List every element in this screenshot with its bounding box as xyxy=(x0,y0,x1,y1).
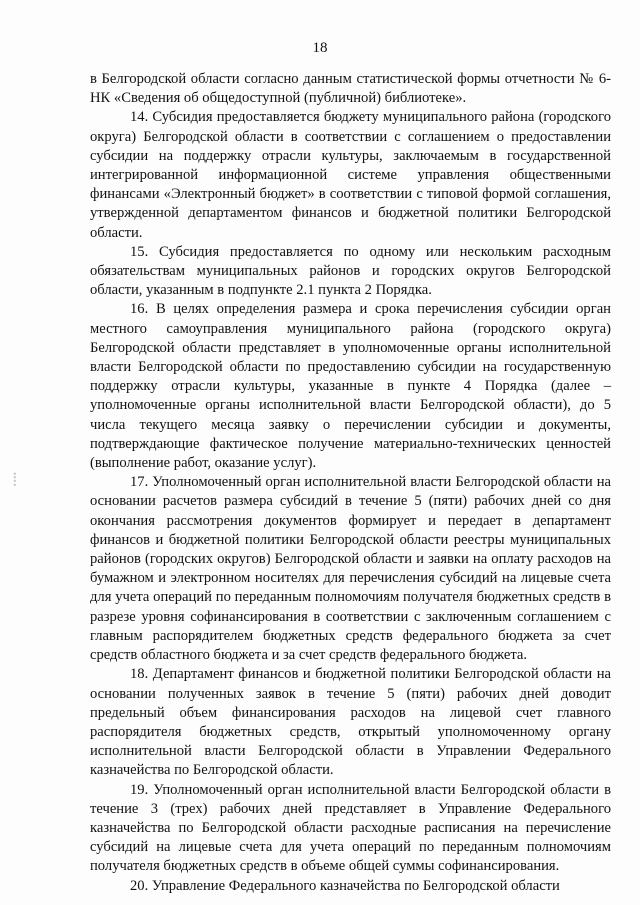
paragraph-14: 14. Субсидия предоставляется бюджету муниципального района (городского округа) Белгородской области в соответствии с соглашением о предоставлении субсидии на поддержку отрасли культуры, заключаемым в государственной интегрированной информационной системе управления общественными финансами «Электронный бюджет» в соответствии с типовой формой соглашения, утвержденной департаментом финансов и бюджетной политики Белгородской области. xyxy=(90,109,611,241)
paragraph-17: 17. Уполномоченный орган исполнительной власти Белгородской области на основании расчетов размера субсидий в течение 5 (пяти) рабочих дней со дня окончания рассмотрения документов формирует и передает в департамент финансов и бюджетной политики Белгородской области реестры муниципальных районов (городских округов) Белгородской области и заявки на оплату расходов на бумажном и электронном носителях для перечисления субсидий на лицевые счета для учета операций по переданным полномочиям получателя бюджетных средств в разрезе уровня софинансирования в соответствии с заключенным соглашением с главным распорядителем бюджетных средств федерального бюджета за счет средств областного бюджета и за счет средств федерального бюджета. xyxy=(90,474,611,664)
margin-mark: ⁞ xyxy=(12,469,18,491)
paragraph-20: 20. Управление Федерального казначейства по Белгородской области xyxy=(130,877,560,894)
paragraph-16: 16. В целях определения размера и срока перечисления субсидии орган местного самоуправления муниципального района (городского округа) Белгородской области представляет в уполномоченные органы исполнительной власти Белгородской области по предоставлению субсидии на государственную поддержку отрасли культуры, указанные в пункте 4 Порядка (далее – уполномоченные органы исполнительной власти Белгородской области), до 5 числа текущего месяца заявку о перечислении субсидии и документы, подтверждающие фактическое получение материально-технических ценностей (выполнение работ, оказание услуг). xyxy=(90,301,611,472)
paragraph-19: 19. Уполномоченный орган исполнительной власти Белгородской области в течение 3 (трех) рабочих дней представляет в Управление Федерального казначейства по Белгородской области расходные расписания на перечисление субсидий на лицевые счета для учета операций по переданным полномочиям получателя бюджетных средств в объеме общей суммы софинансирования. xyxy=(90,781,611,875)
document-body xyxy=(90,70,611,896)
paragraph-15: 15. Субсидия предоставляется по одному или нескольким расходным обязательствам муниципальных районов и городских округов Белгородской области, указанным в подпункте 2.1 пункта 2 Порядка. xyxy=(90,243,611,299)
paragraph-18: 18. Департамент финансов и бюджетной политики Белгородской области на основании полученных заявок в течение 5 (пяти) рабочих дней доводит предельный объем финансирования расходов на лицевой счет главного распорядителя бюджетных средств, открытый уполномоченному органу исполнительной власти Белгородской области в Управлении Федерального казначейства по Белгородской области. xyxy=(90,666,611,779)
page-number: 18 xyxy=(312,40,328,56)
paragraph-continued: в Белгородской области согласно данным статистической формы отчетности № 6-НК «Сведения об общедоступной (публичной) библиотеке». xyxy=(90,71,611,107)
